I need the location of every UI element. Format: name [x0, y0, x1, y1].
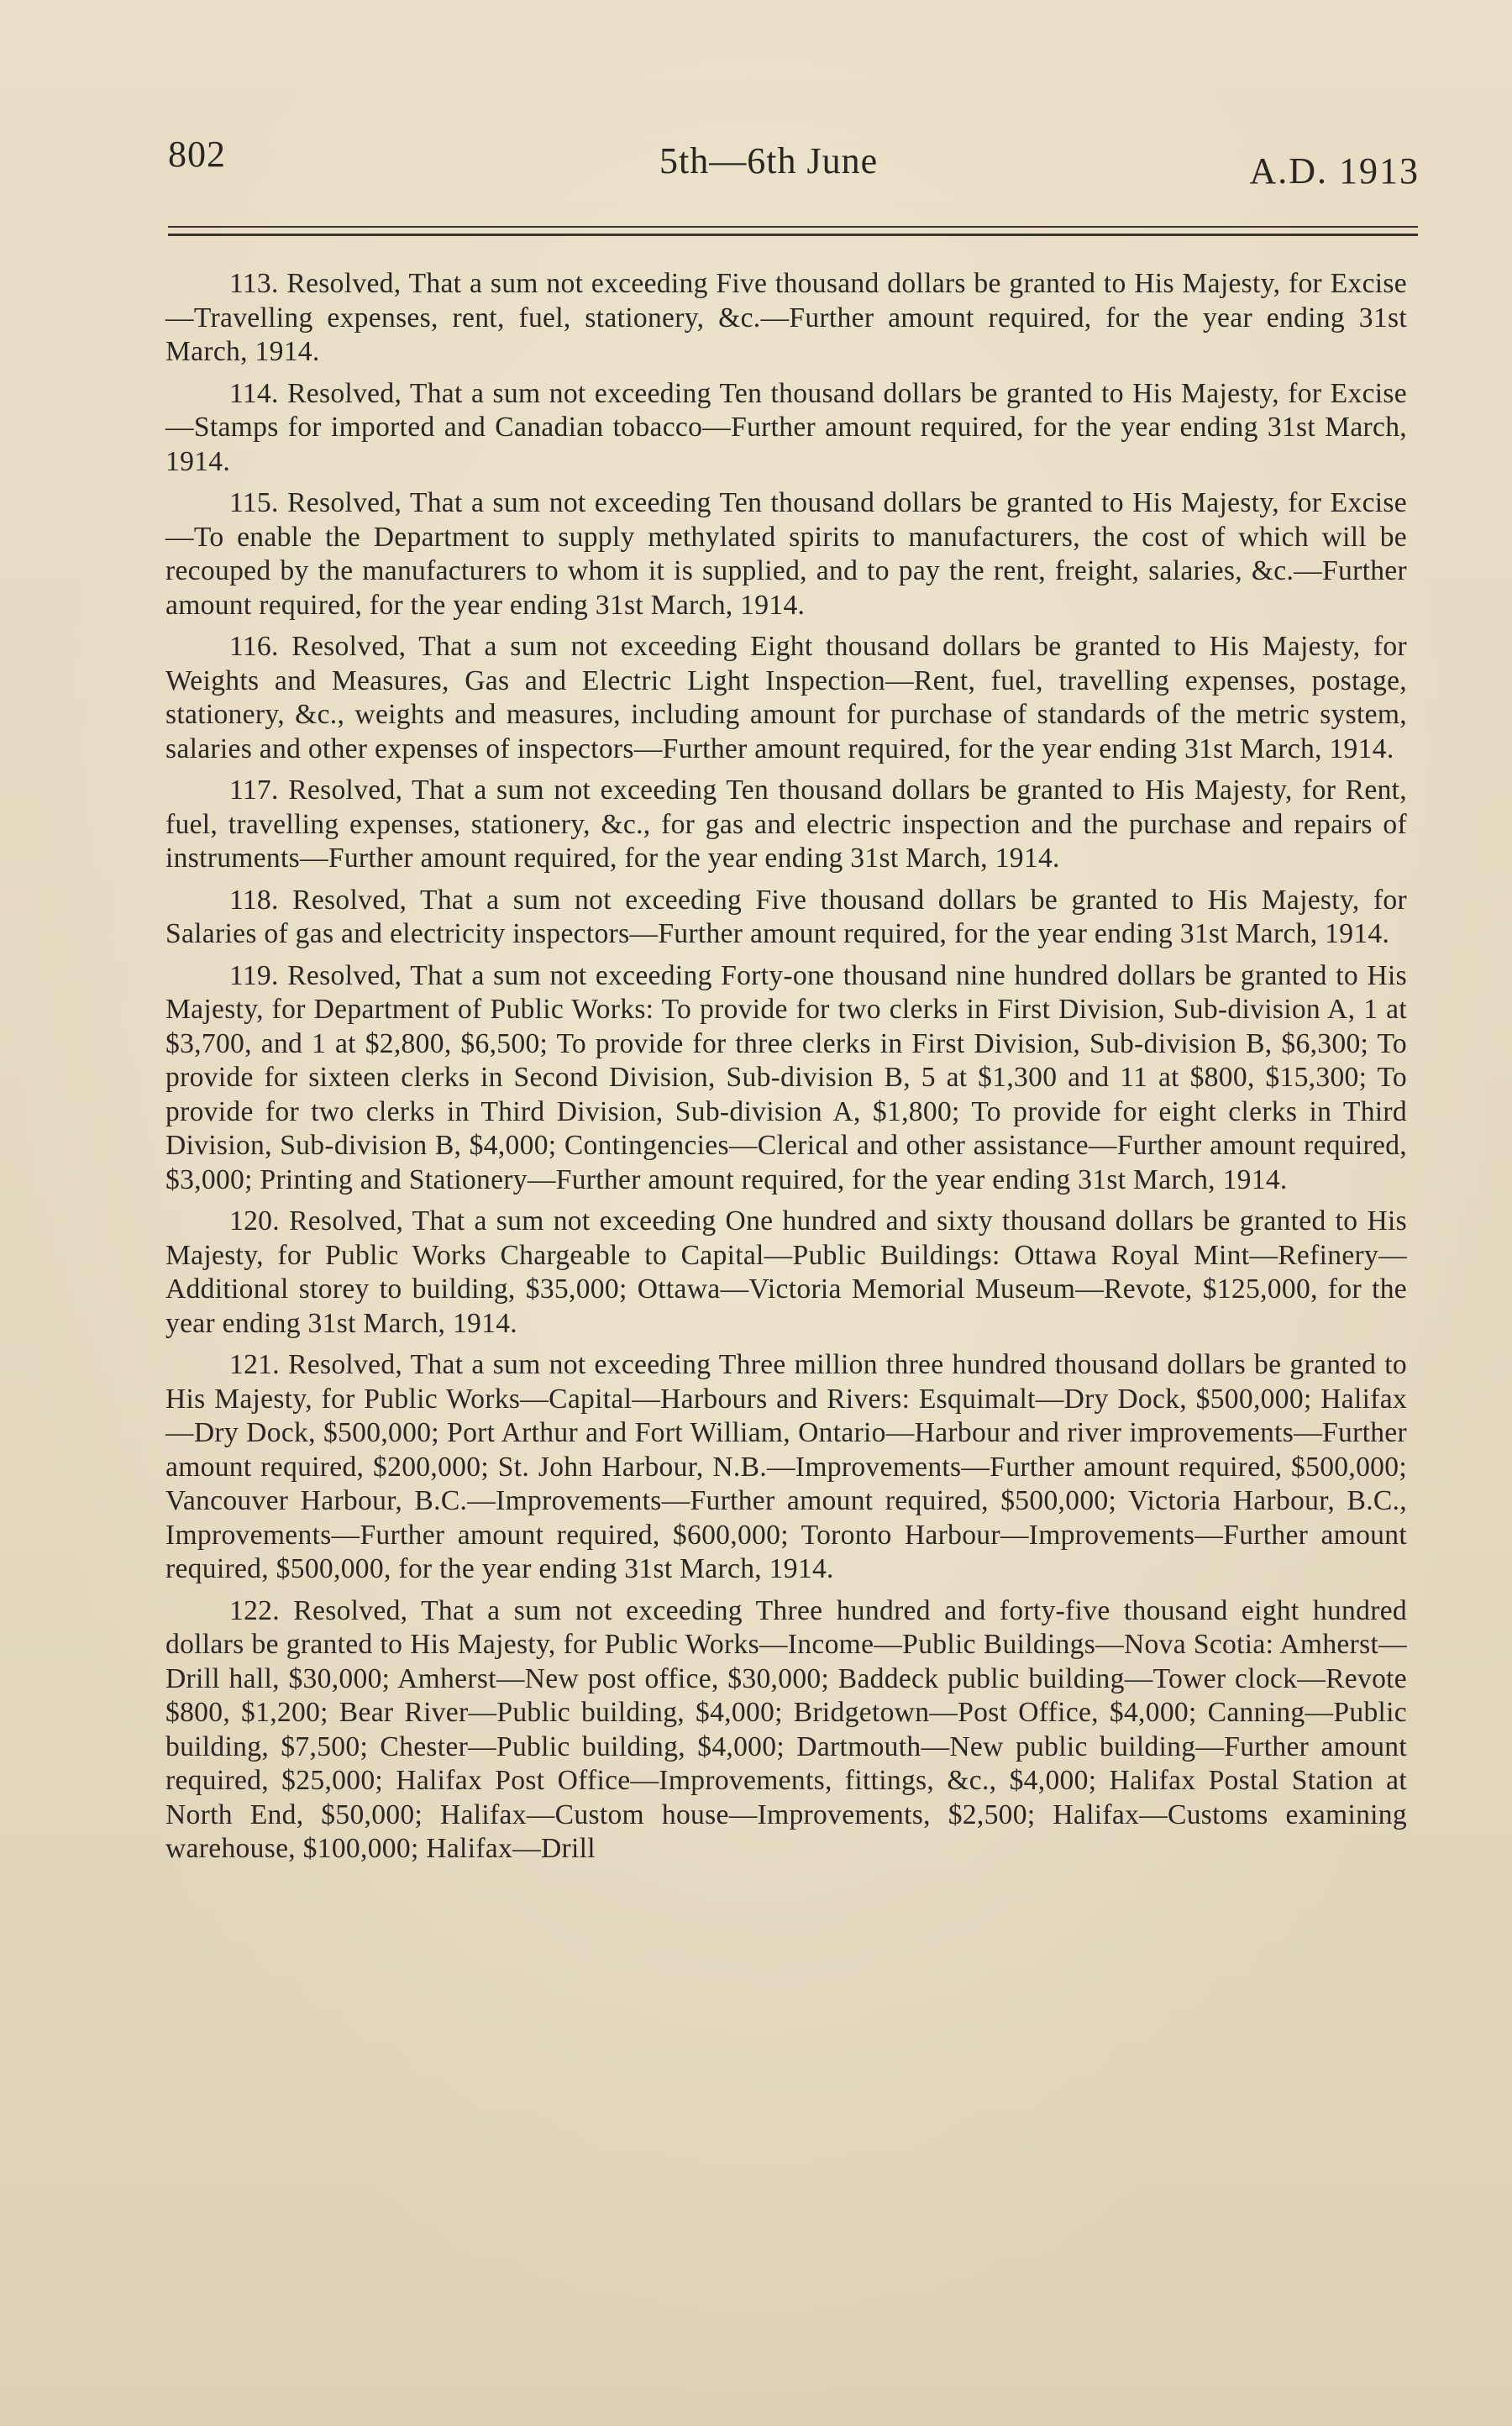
resolution-text: Resolved, That a sum not exceeding Three million three hundred thousand dollars be granted to His Majesty, for Public Works—Capital—Harbours and Rivers: Esquimalt—Dry Dock, $500,000; Halifax—Dry Dock, $500,000; Port Arthur and Fort William, Ontario—Harbour and river improvements—Further amount required, $200,000; St. John Harbour, N.B.—Improvements—Further amount required, $500,000; Vancouver Harbour, B.C.—Improvements—Further amount required, $500,000; Victoria Harbour, B.C., Improvements—Further amount required, $600,000; Toronto Harbour—Improvements—Further amount required, $500,000, for the year ending 31st March, 1914.: [165, 1349, 1408, 1584]
resolution-number: 117.: [229, 775, 279, 806]
resolution-text: Resolved, That a sum not exceeding One hundred and sixty thousand dollars be granted to His Majesty, for Public Works Chargeable to Capital—Public Buildings: Ottawa Royal Mint—Refinery—Additional storey to building, $35,000; Ottawa—Victoria Memorial Museum—Revote, $125,000, for the year ending 31st March, 1914.: [165, 1205, 1407, 1339]
resolution-text: Resolved, That a sum not exceeding Ten thousand dollars be granted to His Majesty, for Excise—To enable the Department to supply methylated spirits to manufacturers, the cost of which will be recouped by the manufacturers to whom it is supplied, and to pay the rent, freight, salaries, &c.—Further amount required, for the year ending 31st March, 1914.: [165, 487, 1407, 621]
resolution-paragraph: [165, 774, 1407, 876]
resolution-text: Resolved, That a sum not exceeding Forty-one thousand nine hundred dollars be granted to His Majesty, for Department of Public Works: To provide for two clerks in First Division, Sub-division A, 1 at $3,700, and 1 at $2,800, $6,500; To provide for three clerks in First Division, Sub-division B, $6,300; To provide for sixteen clerks in Second Division, Sub-division B, 5 at $1,300 and 11 at $800, $15,300; To provide for two clerks in Third Division, Sub-division A, $1,800; To provide for eight clerks in Third Division, Sub-division B, $4,000; Contingencies—Clerical and other assistance—Further amount required, $3,000; Printing and Stationery—Further amount required, for the year ending 31st March, 1914.: [165, 959, 1407, 1195]
resolution-text: Resolved, That a sum not exceeding Eight thousand dollars be granted to His Majesty, for Weights and Measures, Gas and Electric Light Inspection—Rent, fuel, travelling expenses, postage, stationery, &c., weights and measures, including amount for purchase of standards of the metric system, salaries and other expenses of inspectors—Further amount required, for the year ending 31st March, 1914.: [165, 631, 1407, 764]
header-date: 5th—6th June: [659, 140, 879, 181]
resolution-paragraph: [165, 959, 1407, 1198]
resolution-text: Resolved, That a sum not exceeding Ten thousand dollars be granted to His Majesty, for Excise—Stamps for imported and Canadian tobacco—Further amount required, for the year ending 31st March, 1914.: [165, 377, 1407, 477]
resolution-text: Resolved, That a sum not exceeding Ten thousand dollars be granted to His Majesty, for Rent, fuel, travelling expenses, stationery, &c., for gas and electric inspection and the purchase and repairs of instruments—Further amount required, for the year ending 31st March, 1914.: [165, 775, 1407, 874]
header-rule-thick: [168, 234, 1418, 236]
resolution-text: Resolved, That a sum not exceeding Five thousand dollars be granted to His Majesty, for Excise—Travelling expenses, rent, fuel, stationery, &c.—Further amount required, for the year ending 31st March, 1914.: [165, 268, 1407, 367]
resolution-number: 114.: [229, 377, 279, 409]
page-number: 802: [168, 134, 226, 175]
resolution-number: 119.: [229, 959, 279, 991]
header-year: A.D. 1913: [1249, 150, 1420, 192]
resolution-paragraph: [165, 486, 1407, 622]
resolutions-body: [165, 267, 1407, 1874]
resolution-text: Resolved, That a sum not exceeding Three hundred and forty-five thousand eight hundred dollars be granted to His Majesty, for Public Works—Income—Public Buildings—Nova Scotia: Amherst—Drill hall, $30,000; Amherst—New post office, $30,000; Baddeck public building—Tower clock—Revote $800, $1,200; Bear River—Public building, $4,000; Bridgetown—Post Office, $4,000; Canning—Public building, $7,500; Chester—Public building, $4,000; Dartmouth—New public building—Further amount required, $25,000; Halifax Post Office—Improvements, fittings, &c., $4,000; Halifax Postal Station at North End, $50,000; Halifax—Custom house—Improvements, $2,500; Halifax—Customs examining warehouse, $100,000; Halifax—Drill: [165, 1594, 1407, 1864]
resolution-paragraph: [165, 884, 1407, 952]
resolution-number: 120.: [229, 1205, 280, 1237]
resolution-number: 115.: [229, 487, 279, 518]
resolution-paragraph: [165, 377, 1407, 480]
resolution-paragraph: [165, 1205, 1407, 1341]
resolution-number: 122.: [229, 1594, 280, 1626]
header-rule-thin: [168, 226, 1418, 228]
resolution-number: 121.: [229, 1349, 280, 1380]
resolution-paragraph: [165, 1594, 1407, 1867]
resolution-number: 116.: [229, 631, 279, 662]
resolution-paragraph: [165, 267, 1407, 370]
page-header: [168, 133, 1420, 192]
resolution-paragraph: [165, 1348, 1407, 1587]
resolution-paragraph: [165, 630, 1407, 766]
resolution-number: 118.: [229, 884, 279, 916]
resolution-text: Resolved, That a sum not exceeding Five thousand dollars be granted to His Majesty, for Salaries of gas and electricity inspectors—Further amount required, for the year ending 31st March, 1914.: [165, 884, 1407, 949]
resolution-number: 113.: [229, 268, 279, 299]
